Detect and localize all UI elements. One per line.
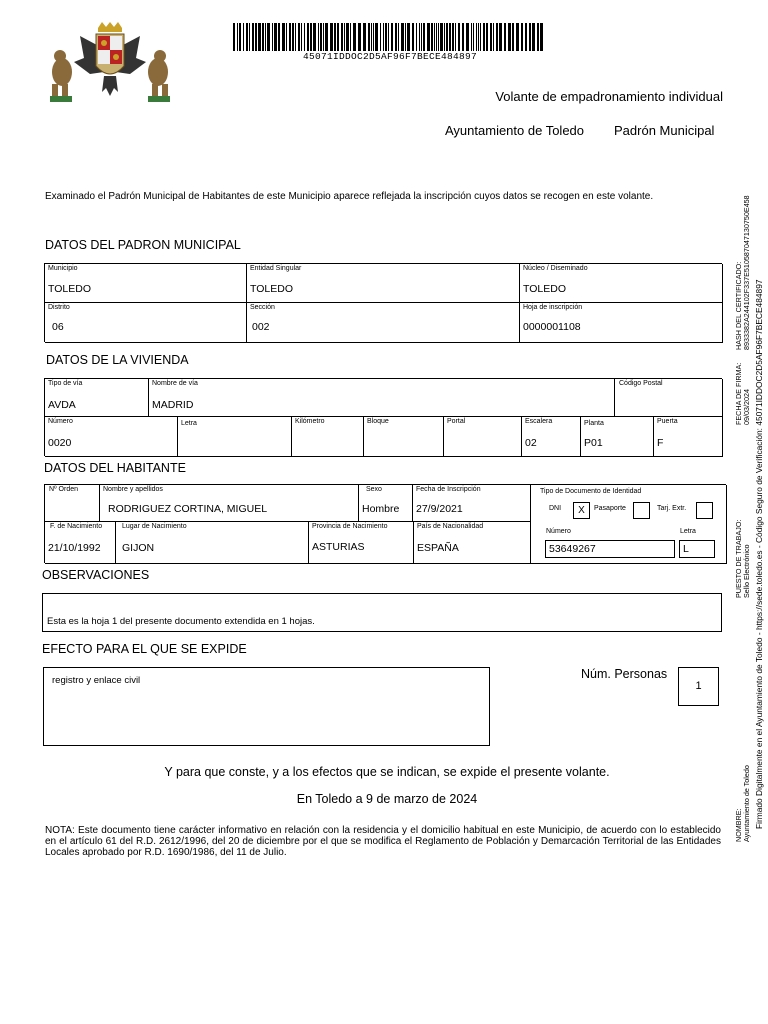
vivienda-table <box>44 378 722 456</box>
efecto-section-title: EFECTO PARA EL QUE SE EXPIDE <box>42 642 247 656</box>
dni-checkbox[interactable]: X <box>573 502 590 519</box>
vivienda-section-title: DATOS DE LA VIVIENDA <box>46 353 189 367</box>
nombre-via-value: MADRID <box>152 399 194 411</box>
portal-label: Portal <box>447 418 466 425</box>
intro-text: Examinado el Padrón Municipal de Habitantes de este Municipio aparece reflejada la inscripción cuyos datos se recogen en este volante. <box>45 191 654 202</box>
provincia-label: Provincia de Nacimiento <box>312 523 388 530</box>
sexo-value: Hombre <box>362 503 400 515</box>
letra-cell <box>178 417 292 457</box>
doc-numero-value: 53649267 <box>545 540 675 558</box>
tarj-label: Tarj. Extr. <box>657 505 687 512</box>
municipio-label: Municipio <box>48 265 78 272</box>
distrito-value: 06 <box>52 321 64 333</box>
doc-letra-value: L <box>679 540 715 558</box>
padron-table <box>44 263 722 342</box>
seccion-value: 002 <box>252 321 270 333</box>
puerta-label: Puerta <box>657 418 678 425</box>
pasaporte-checkbox[interactable] <box>633 502 650 519</box>
habitante-section-title: DATOS DEL HABITANTE <box>44 461 186 475</box>
side-fecha-firma-label: FECHA DE FIRMA: <box>734 362 743 425</box>
nombre-via-cell <box>149 379 615 417</box>
nombre-value: RODRIGUEZ CORTINA, MIGUEL <box>108 503 268 515</box>
numero-cell <box>45 417 178 457</box>
cp-label: Código Postal <box>619 380 663 387</box>
nota-text: NOTA: Este documento tiene carácter informativo en relación con la residencia y el domicilio habitual en este Municipio, de acuerdo con lo establecido en el artículo 61 del R.D. 2612/1996, del 20 de diciembre por el que se modifica el Reglamento de Población y Demarcación Territorial de las Entidades Locales aprobado por R.D. 1690/1986, del 11 de Julio. <box>45 825 721 858</box>
escalera-value: 02 <box>525 437 537 449</box>
efecto-text: registro y enlace civil <box>52 675 141 686</box>
distrito-cell <box>45 303 247 343</box>
coat-of-arms-logo <box>44 22 176 106</box>
closing-text: Y para que conste, y a los efectos que se indican, se expide el presente volante. <box>164 765 610 779</box>
planta-value: P01 <box>584 437 603 449</box>
side-puesto-value: Sello Electrónico <box>742 544 751 598</box>
nucleo-cell <box>520 264 723 303</box>
pais-cell <box>414 522 531 564</box>
lugar-value: GIJON <box>122 542 155 554</box>
entidad-value: TOLEDO <box>250 283 293 295</box>
lugar-label: Lugar de Nacimiento <box>122 523 187 530</box>
numero-label: Número <box>48 418 73 425</box>
side-fecha-firma-value: 09/03/2024 <box>742 389 751 425</box>
planta-label: Planta <box>584 420 604 427</box>
municipio-cell <box>45 264 247 303</box>
entidad-label: Entidad Singular <box>250 265 302 272</box>
distrito-label: Distrito <box>48 304 70 311</box>
sexo-label: Sexo <box>366 486 382 493</box>
observaciones-box <box>42 593 722 632</box>
nucleo-label: Núcleo / Diseminado <box>523 265 588 272</box>
puerta-value: F <box>657 437 664 449</box>
tipo-via-label: Tipo de vía <box>48 380 83 387</box>
escalera-cell <box>522 417 581 457</box>
habitante-table <box>44 484 726 563</box>
padron-label: Padrón Municipal <box>614 123 715 138</box>
municipio-value: TOLEDO <box>48 283 91 295</box>
escalera-label: Escalera <box>525 418 553 425</box>
doc-numero-label: Número <box>546 528 571 535</box>
provincia-value: ASTURIAS <box>312 541 365 553</box>
side-puesto-label: PUESTO DE TRABAJO: <box>734 519 743 598</box>
cp-cell <box>615 379 723 417</box>
personas-box <box>678 667 719 706</box>
provincia-cell <box>309 522 414 564</box>
planta-cell <box>581 417 654 457</box>
side-nombre-value: Ayuntamiento de Toledo <box>742 765 751 842</box>
pais-value: ESPAÑA <box>417 542 459 554</box>
numero-value: 0020 <box>48 437 72 449</box>
lugar-cell <box>116 522 309 564</box>
fecha-insc-value: 27/9/2021 <box>416 503 463 515</box>
side-firmado-text: Firmado Digitalmente en el Ayuntamiento de Toledo - https://sede.toledo.es - Código Seguro de Verificación: 45071IDDOC2D5AF96F7BECE484897 <box>754 279 764 829</box>
orden-label: Nº Orden <box>49 486 79 493</box>
dni-label: DNI <box>549 505 562 512</box>
document-title: Volante de empadronamiento individual <box>495 89 723 104</box>
efecto-box <box>43 667 490 746</box>
side-hash-label: HASH DEL CERTIFICADO: <box>734 261 743 350</box>
padron-section-title: DATOS DEL PADRON MUNICIPAL <box>45 238 241 252</box>
fecha-insc-label: Fecha de Inscripción <box>416 486 481 493</box>
doc-letra-label: Letra <box>680 528 696 535</box>
tipo-doc-cell <box>531 485 727 564</box>
km-label: Kilómetro <box>295 418 325 425</box>
ayuntamiento-label: Ayuntamiento de Toledo <box>445 123 585 138</box>
bloque-label: Bloque <box>367 418 389 425</box>
seccion-cell <box>247 303 520 343</box>
tipo-doc-label: Tipo de Documento de Identidad <box>540 488 642 495</box>
km-cell <box>292 417 364 457</box>
pasaporte-label: Pasaporte <box>594 505 626 512</box>
nacimiento-label: F. de Nacimiento <box>50 523 103 530</box>
hoja-value: 0000001108 <box>523 321 581 333</box>
seccion-label: Sección <box>250 304 275 311</box>
nacimiento-value: 21/10/1992 <box>48 542 101 554</box>
date-line: En Toledo a 9 de marzo de 2024 <box>296 792 478 806</box>
portal-cell <box>444 417 522 457</box>
tipo-via-cell <box>45 379 149 417</box>
observaciones-section-title: OBSERVACIONES <box>42 568 150 582</box>
sexo-cell <box>359 485 413 522</box>
pais-label: País de Nacionalidad <box>417 523 484 530</box>
entidad-cell <box>247 264 520 303</box>
barcode-text: 45071IDDOC2D5AF96F7BECE484897 <box>302 51 478 62</box>
nombre-cell <box>100 485 359 522</box>
barcode <box>233 23 547 51</box>
orden-cell <box>45 485 100 522</box>
personas-label: Núm. Personas <box>581 667 668 681</box>
fecha-insc-cell <box>413 485 531 522</box>
nacimiento-cell <box>45 522 116 564</box>
side-nombre-label: NOMBRE: <box>734 808 743 842</box>
nucleo-value: TOLEDO <box>523 283 566 295</box>
tipo-via-value: AVDA <box>48 399 76 411</box>
nombre-label: Nombre y apellidos <box>103 486 163 493</box>
observaciones-text: Esta es la hoja 1 del presente documento extendida en 1 hojas. <box>47 616 315 627</box>
nombre-via-label: Nombre de vía <box>152 380 198 387</box>
bloque-cell <box>364 417 444 457</box>
hoja-label: Hoja de inscripción <box>523 304 583 311</box>
puerta-cell <box>654 417 723 457</box>
tarj-checkbox[interactable] <box>696 502 713 519</box>
personas-value: 1 <box>695 680 702 692</box>
side-hash-value: 8933382A244102F337E510587047130750E458 <box>742 195 751 350</box>
hoja-cell <box>520 303 723 343</box>
letra-label: Letra <box>181 420 197 427</box>
